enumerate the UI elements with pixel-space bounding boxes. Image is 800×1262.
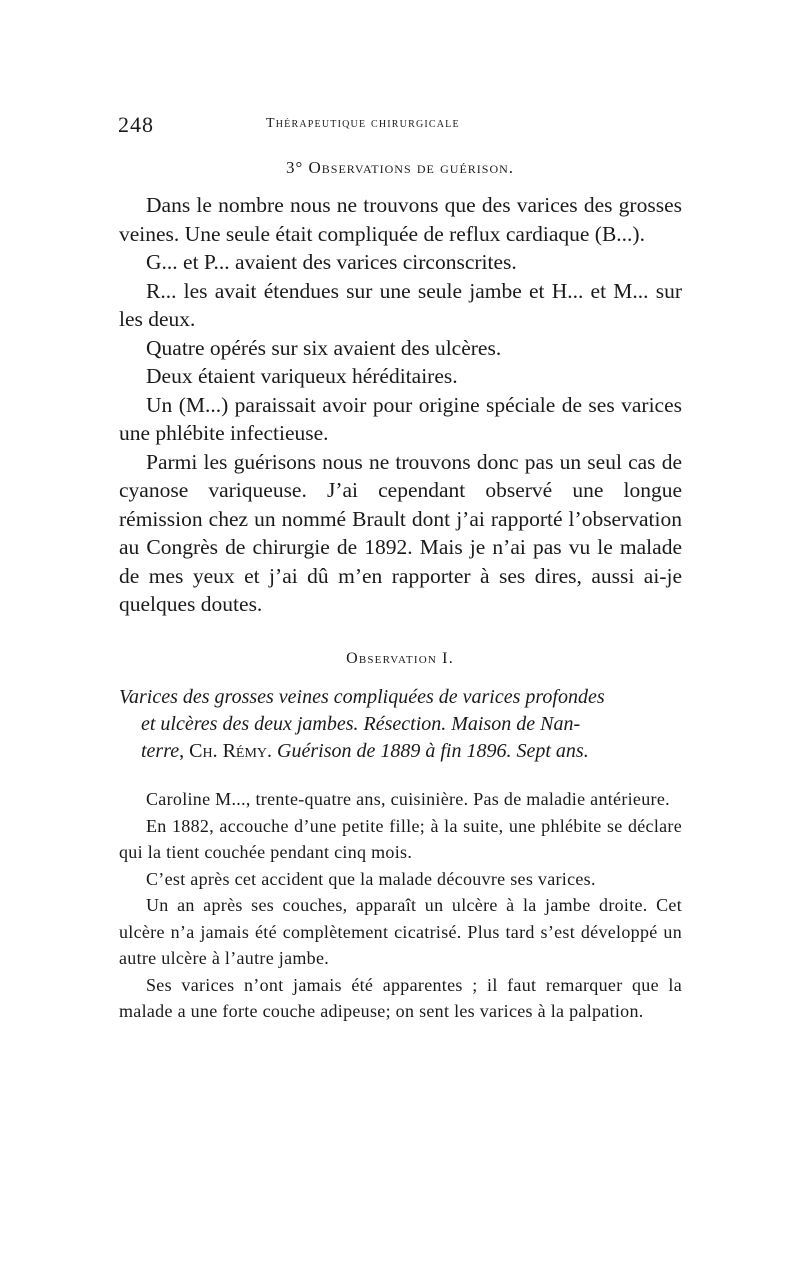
case-paragraph: Un an après ses couches, apparaît un ulcère à la jambe droite. Cet ulcère n’a jamais été complètement cicatrisé. Plus tard s’est développé un autre ulcère à l’autre jambe. xyxy=(119,895,682,968)
observation-title: Observation I. xyxy=(346,650,454,667)
case-paragraph: En 1882, accouche d’une petite fille; à la suite, une phlébite se déclare qui la tient couchée pendant cinq mois. xyxy=(119,815,682,862)
case-paragraph: Caroline M..., trente-quatre ans, cuisinière. Pas de maladie antérieure. xyxy=(146,789,670,809)
section-number: 3° xyxy=(285,158,304,177)
observation-subtitle xyxy=(119,684,682,765)
subtitle-line xyxy=(119,738,682,765)
section-title: Observations de guérison. xyxy=(308,158,515,177)
subtitle-line: Varices des grosses veines compliquées de varices profondes xyxy=(119,686,605,708)
section-heading xyxy=(0,158,800,178)
subtitle-author: Ch. Rémy xyxy=(189,740,268,762)
body-paragraph: G... et P... avaient des varices circonscrites. xyxy=(146,250,517,274)
page-number: 248 xyxy=(118,112,154,137)
body-paragraph: Un (M...) paraissait avoir pour origine spéciale de ses varices une phlébite infectieuse. xyxy=(119,392,682,445)
body-paragraph: Dans le nombre nous ne trouvons que des varices des grosses veines. Une seule était compliquée de reflux cardiaque (B...). xyxy=(119,193,682,246)
subtitle-place: terre xyxy=(141,740,180,762)
body-paragraph: Parmi les guérisons nous ne trouvons donc pas un seul cas de cyanose variqueuse. J’ai cependant observé une longue rémission chez un nommé Brault dont j’ai rapporté l’observation au Congrès de chirurgie de 1892. Mais je n’ai pas vu le malade de mes yeux et j’ai dû m’en rapporter à ses dires, aussi ai-je quelques doutes. xyxy=(119,449,682,616)
subtitle-period: . xyxy=(267,740,278,762)
case-paragraph: Ses varices n’ont jamais été apparentes ; il faut remarquer que la malade a une forte couche adipeuse; on sent les varices à la palpation. xyxy=(119,974,682,1021)
case-paragraph: C’est après cet accident que la malade découvre ses varices. xyxy=(146,868,596,889)
body-paragraph: Quatre opérés sur six avaient des ulcères. xyxy=(146,335,502,360)
body-paragraph: R... les avait étendues sur une seule jambe et H... et M... sur les deux. xyxy=(119,278,682,331)
subtitle-line: et ulcères des deux jambes. Résection. Maison de Nan- xyxy=(141,713,581,735)
running-head xyxy=(118,112,688,138)
running-title: Thérapeutique chirurgicale xyxy=(266,116,460,131)
subtitle-outcome: Guérison de 1889 à fin 1896. Sept ans. xyxy=(277,740,589,762)
body-text xyxy=(119,191,682,619)
subtitle-comma: , xyxy=(179,740,190,762)
body-paragraph: Deux étaient variqueux héréditaires. xyxy=(146,364,458,388)
case-text xyxy=(119,786,682,1025)
